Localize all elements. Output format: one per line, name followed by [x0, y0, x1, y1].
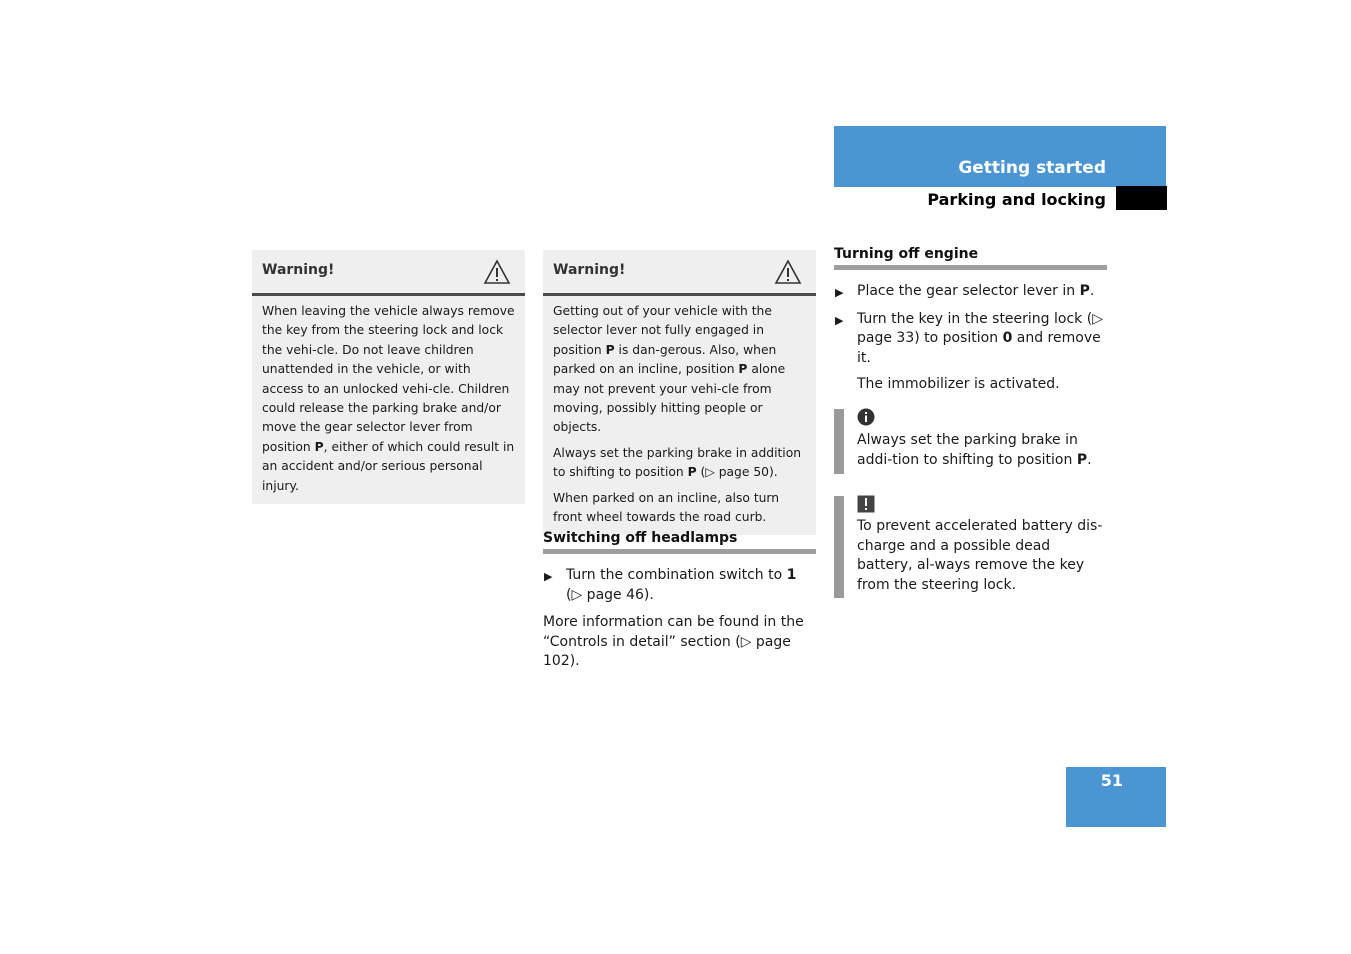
- page-number: 51: [1100, 771, 1123, 790]
- step-item: ▶ Place the gear selector lever in P.: [834, 282, 1107, 302]
- info-note-text: Always set the parking brake in addi-tion to shifting to position P.: [857, 432, 1092, 468]
- engine-section: [834, 246, 1107, 395]
- result-text: The immobilizer is activated.: [857, 376, 1060, 392]
- section-heading: Turning off engine: [834, 246, 1107, 270]
- warning-paragraph: When parked on an incline, also turn front wheel towards the road curb.: [553, 490, 780, 525]
- warning-title: Warning!: [553, 262, 626, 278]
- caution-note-text: To prevent accelerated battery dis-charge and a possible dead battery, al-ways remove the key from the steering lock.: [857, 518, 1103, 593]
- bullet-arrow-icon: ▶: [835, 313, 844, 327]
- headlamps-section: [543, 530, 816, 672]
- section-marker: [1116, 186, 1167, 210]
- chapter-title: Getting started: [958, 158, 1106, 178]
- bullet-arrow-icon: ▶: [835, 286, 844, 299]
- warning-header: [543, 250, 816, 296]
- caution-note-bar: [834, 496, 844, 598]
- warning-paragraph: Getting out of your vehicle with the selector lever not fully engaged in position P is dan-gerous. Also, when parked on an incline, position P alone may not prevent your vehi-cle from moving, possibly hitting people or objects.: [553, 304, 786, 435]
- more-info-text: More information can be found in the “Controls in detail” section (▷ page 102).: [543, 614, 804, 669]
- warning-text: When leaving the vehicle always remove the key from the steering lock and lock the vehi-cle. Do not leave children unattended in the vehicle, or with access to an unlocked vehi-cle. Children could release the parking brake and/or move the gear selector lever from position P, either of which could result in an accident and/or serious personal injury.: [262, 304, 515, 493]
- warning-text: [543, 296, 816, 535]
- bullet-arrow-icon: ▶: [544, 570, 553, 583]
- warning-box-middle: [543, 250, 816, 535]
- warning-title: Warning!: [262, 262, 335, 278]
- warning-paragraph: Always set the parking brake in addition to shifting to position P (▷ page 50).: [553, 445, 802, 480]
- warning-box-left: [252, 250, 525, 504]
- section-heading: Switching off headlamps: [543, 530, 816, 554]
- section-title: Parking and locking: [927, 190, 1106, 209]
- info-note-bar: [834, 409, 844, 474]
- warning-triangle-icon: [483, 259, 511, 285]
- step-item: ▶ Turn the key in the steering lock (▷ page 33) to position 0 and remove it.: [835, 310, 1103, 366]
- info-icon: [857, 408, 875, 426]
- step-item: ▶ Turn the combination switch to 1 (▷ page 46).: [544, 567, 797, 603]
- exclamation-icon: [857, 495, 875, 513]
- warning-header: [252, 250, 525, 296]
- warning-triangle-icon: [774, 259, 802, 285]
